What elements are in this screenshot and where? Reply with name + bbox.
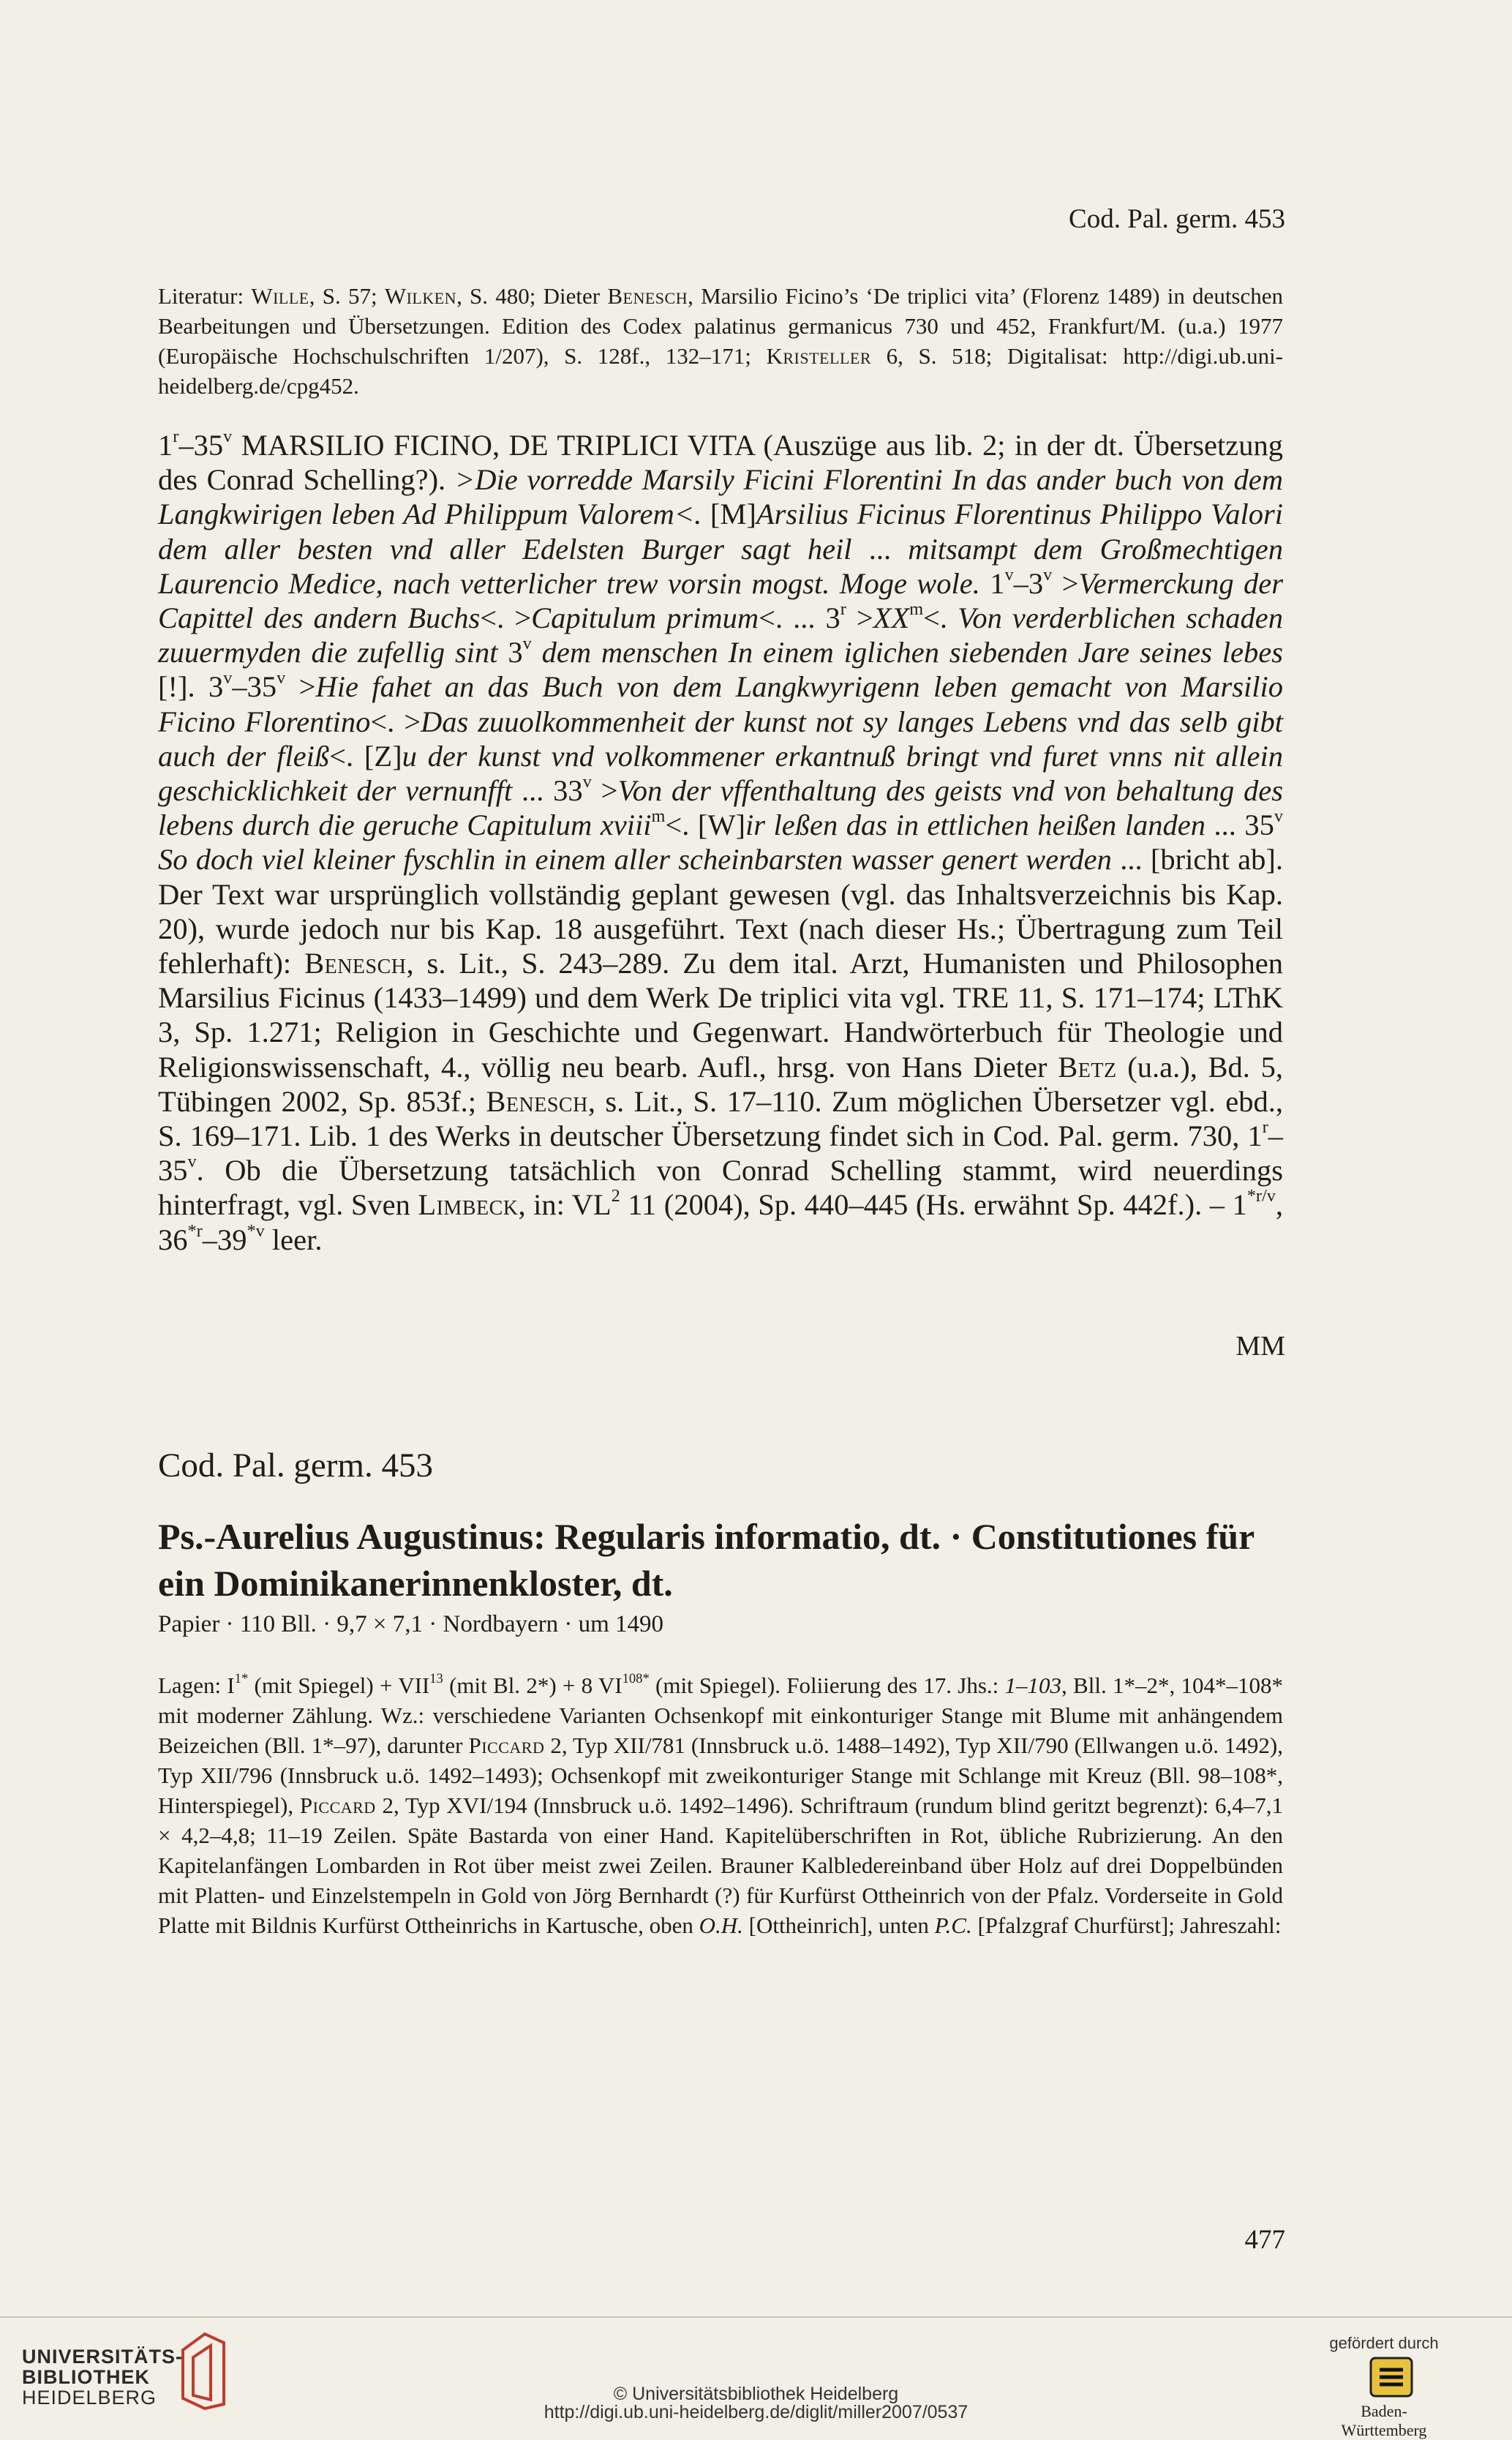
- text: 11 (2004), Sp. 440–445 (Hs. erwähnt Sp. 442f.). – 1: [620, 1188, 1247, 1222]
- text: >: [846, 601, 873, 635]
- author-name: Benesch: [486, 1084, 588, 1118]
- text: <. [W]: [665, 808, 746, 842]
- author-initials: MM: [1235, 1331, 1285, 1362]
- entry-heading: MARSILIO FICINO, DE TRIPLICI VITA (Auszüge aus lib. 2; in der dt. Übersetzung des Conrad Schelling?).: [158, 429, 1283, 497]
- sup: 1*: [234, 1671, 249, 1687]
- sup: v: [1004, 564, 1014, 585]
- author-name: Limbeck: [418, 1188, 519, 1222]
- logo-text-line2: BIBLIOTHEK: [22, 2366, 150, 2388]
- text: 3: [497, 636, 523, 669]
- sup: 2: [611, 1186, 620, 1206]
- state-emblem-icon: [1368, 2355, 1415, 2399]
- author-name: Piccard: [468, 1733, 545, 1758]
- lagen-paragraph: [158, 1670, 1283, 1940]
- sup: 13: [429, 1671, 443, 1687]
- text: leer.: [264, 1223, 323, 1256]
- text: [Pfalzgraf Churfürst]; Jahreszahl:: [971, 1912, 1282, 1938]
- text: Lagen: I: [158, 1673, 235, 1698]
- sup: *r/v: [1246, 1186, 1276, 1206]
- italic-text: O.H.: [699, 1912, 743, 1938]
- source-url[interactable]: http://digi.ub.uni-heidelberg.de/diglit/miller2007/0537: [544, 2402, 968, 2422]
- running-header: Cod. Pal. germ. 453: [1069, 204, 1285, 234]
- lit-text: 6, S. 518; Digitalisat: http://digi.ub.uni-heidelberg.de/cpg452.: [158, 343, 1284, 399]
- incipit: Vermerckung der Capittel des andern Buchs: [158, 566, 1283, 635]
- folio: –35: [178, 429, 224, 462]
- sup: v: [582, 771, 592, 792]
- sup: m: [909, 598, 924, 619]
- text: 1: [979, 566, 1005, 600]
- text: –35: [232, 670, 277, 704]
- sup: *r: [187, 1220, 203, 1241]
- literature-paragraph: [158, 281, 1283, 401]
- sup: *v: [247, 1220, 265, 1241]
- sup: r: [173, 426, 179, 446]
- text: . Ob die Übersetzung tatsächlich von Conrad Schelling stammt, wird neuerdings hinterfragt, vgl. Sven: [158, 1154, 1283, 1222]
- sup: r: [840, 598, 846, 619]
- text: –35: [158, 1119, 1283, 1187]
- funded-by-label: gefördert durch: [1329, 2334, 1439, 2352]
- text: <.: [923, 601, 958, 635]
- sup: v: [223, 426, 233, 446]
- text: >: [591, 774, 618, 808]
- text: >: [285, 670, 316, 704]
- text: [Ottheinrich], unten: [742, 1912, 935, 1938]
- text: <. ... 3: [759, 601, 840, 635]
- text: [M]: [702, 498, 756, 531]
- copyright-text: © Universitätsbibliothek Heidelberg: [613, 2384, 899, 2404]
- incipit: Capitulum primum: [531, 601, 759, 635]
- text: >: [1052, 566, 1079, 600]
- author-name: Betz: [1058, 1050, 1117, 1084]
- folio: 1: [158, 429, 173, 462]
- text: (mit Bl. 2*) + 8 VI: [443, 1673, 623, 1698]
- text: <. [Z]: [329, 739, 402, 773]
- text: –3: [1013, 566, 1044, 600]
- incipit: >Die vorredde Marsily Ficini Florentini In das ander buch von dem Langkwirigen leben Ad Philippum Valorem<.: [158, 463, 1283, 531]
- incipit: XX: [873, 601, 910, 635]
- lit-text: , Marsilio Ficino’s ‘De triplici vita’ (Florenz 1489) in deutschen Bearbeitungen und Übersetzungen. Edition des Codex palatinus germanicus 730 und 452, Frankfurt/M. (u.a.) 1977 (Europäische Hochschulschriften 1/207), S. 128f., 132–171;: [158, 283, 1284, 369]
- text: ... 33: [512, 774, 583, 808]
- text: <. >: [480, 601, 532, 635]
- entry-paragraph: [158, 428, 1283, 1257]
- text: , 36: [158, 1188, 1283, 1256]
- incipit: dem menschen In einem iglichen siebenden Jare seines lebes: [531, 636, 1284, 669]
- footer-divider: [0, 2316, 1512, 2318]
- italic-text: 1–103: [1004, 1673, 1062, 1698]
- text: 2, Typ XVI/194 (Innsbruck u.ö. 1492–1496). Schriftraum (rundum blind geritzt begrenzt): 6,4–7,1 × 4,2–4,8; 11–19 Zeilen. Späte Bastarda von einer Hand. Kapitelüberschriften in Rot, übliche Rubrizierung. An den Kapitelanfängen Lombarden in Rot über meist zwei Zeilen. Brauner Kalbledereinband über Holz auf drei Doppelbünden mit Platten- und Einzelstempeln in Gold von Jörg Bernhardt (?) für Kurfürst Ottheinrich von der Pfalz. Vorderseite in Gold Platte mit Bildnis Kurfürst Ottheinrichs in Kartusche, oben: [158, 1793, 1284, 1938]
- text: , s. Lit., S. 243–289. Zu dem ital. Arzt, Humanisten und Philosophen Marsilius Ficinus (1433–1499) und dem Werk De triplici vita vgl. TRE 11, S. 171–174; LThK 3, Sp. 1.271; Religion in Geschichte und Gegenwart. Handwörterbuch für Theologie und Religionswissenschaft, 4., völlig neu bearb. Aufl., hrsg. von Hans Dieter: [158, 947, 1283, 1084]
- italic-text: P.C.: [934, 1912, 972, 1938]
- page-number: 477: [1244, 2225, 1285, 2255]
- incipit: mitsampt dem Großmechtigen Laurencio Medice, nach vetterlicher trew vorsin mogst. Moge wole.: [158, 532, 1283, 600]
- codex-heading: Cod. Pal. germ. 453: [158, 1446, 433, 1484]
- sup: v: [187, 1152, 197, 1172]
- incipit: Arsilius Ficinus Florentinus Philippo Valori dem aller besten vnd aller Edelsten Burger sagt heil: [158, 498, 1283, 566]
- text: , Bll. 1*–2*, 104*–108* mit moderner Zählung. Wz.: verschiedene Varianten Ochsenkopf mit einkonturiger Stange mit Blume mit anhängendem Beizeichen (Bll. 1*–97), darunter: [158, 1673, 1283, 1758]
- author-name: Wille: [251, 283, 309, 309]
- text: (mit Spiegel) + VII: [248, 1673, 430, 1698]
- incipit: ir leßen das in ettlichen heißen landen: [745, 808, 1206, 842]
- author-name: Wilken: [384, 283, 457, 309]
- sup: r: [1262, 1116, 1268, 1137]
- sup: v: [1043, 564, 1053, 585]
- text: [!]. 3: [158, 670, 224, 704]
- incipit: Hie fahet an das Buch von dem Langkwyrigenn leben gemacht von Marsilio Ficino Florentino: [158, 670, 1284, 738]
- logo-text-line3: HEIDELBERG: [22, 2387, 157, 2409]
- lit-text: , S. 57;: [309, 283, 385, 309]
- codex-title: Ps.-Aurelius Augustinus: Regularis informatio, dt. · Constitutiones für ein Dominikanerinnenkloster, dt.: [158, 1516, 1255, 1604]
- text: ... 35: [1206, 808, 1274, 842]
- logo-text-line1: UNIVERSITÄTS-: [22, 2346, 184, 2368]
- sup: v: [522, 634, 532, 653]
- sup: m: [651, 806, 666, 827]
- text: (mit Spiegel). Foliierung des 17. Jhs.:: [649, 1673, 1005, 1698]
- sup: v: [223, 668, 233, 688]
- author-name: Kristeller: [766, 343, 871, 369]
- text: , in: VL: [518, 1188, 612, 1222]
- incipit: Das zuuolkommenheit der kunst not sy langes Lebens vnd das selb gibt auch der fleiß: [158, 705, 1283, 773]
- lit-label: Literatur:: [158, 283, 244, 309]
- author-name: Benesch: [304, 947, 407, 980]
- text: 2, Typ XII/781 (Innsbruck u.ö. 1488–1492), Typ XII/790 (Ellwangen u.ö. 1492), Typ XII/796 (Innsbruck u.ö. 1492–1493); Ochsenkopf mit zweikonturiger Stange mit Schlange mit Kreuz (Bll. 98–108*, Hinterspiegel),: [158, 1733, 1284, 1818]
- codex-meta: Papier · 110 Bll. · 9,7 × 7,1 · Nordbayern · um 1490: [158, 1611, 664, 1637]
- text: ...: [851, 532, 909, 566]
- text: , s. Lit., S. 17–110. Zum möglichen Übersetzer vgl. ebd., S. 169–171. Lib. 1 des Werks in deutscher Übersetzung findet sich in Cod. Pal. germ. 730, 1: [158, 1084, 1284, 1153]
- author-name: Piccard: [299, 1793, 376, 1818]
- text: <. >: [370, 705, 421, 738]
- sup: v: [277, 668, 286, 688]
- incipit: So doch viel kleiner fyschlin in einem aller scheinbarsten wasser genert werden: [158, 843, 1112, 876]
- lit-text: , S. 480; Dieter: [456, 283, 608, 309]
- text: (u.a.), Bd. 5, Tübingen 2002, Sp. 853f.;: [158, 1050, 1283, 1118]
- incipit: u der kunst vnd volkommener erkantnuß bringt vnd furet vnns nit allein geschicklichkeit der vernunfft: [158, 739, 1283, 808]
- author-name: Benesch: [607, 283, 688, 309]
- state-label: Baden-Württemberg: [1341, 2402, 1427, 2439]
- incipit: Von verderblichen schaden zuuermyden die zufellig sint: [158, 601, 1283, 669]
- text: ... [bricht ab]. Der Text war ursprünglich vollständig geplant gewesen (vgl. das Inhaltsverzeichnis bis Kap. 20), wurde jedoch nur bis Kap. 18 ausgeführt. Text (nach dieser Hs.; Übertragung zum Teil fehlerhaft):: [158, 843, 1283, 980]
- sup: v: [1274, 806, 1284, 827]
- sup: 108*: [622, 1671, 650, 1687]
- incipit: Von der vffenthaltung des geists vnd von behaltung des lebens durch die geruche Capitulum xviii: [158, 774, 1284, 842]
- text: –39: [202, 1223, 247, 1256]
